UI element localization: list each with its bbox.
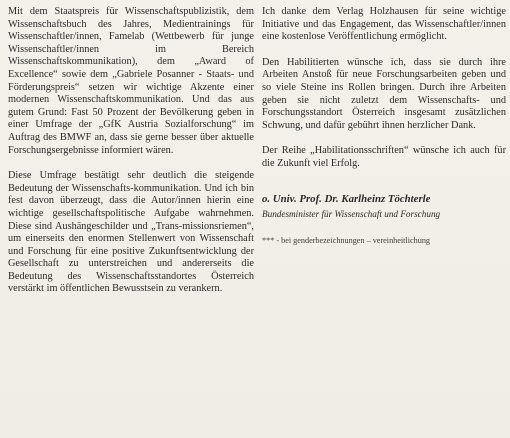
left-paragraph-2: Diese Umfrage bestätigt sehr deutlich die steigende Bedeutung der Wissenschafts-kommunikation. Und ich bin fest davon überzeugt, dass die Autor/innen hierin eine wichtige gesellschaftspolitische Aufgabe wahrnehmen. Diese sind Aushängeschilder und „Trans-missionsriemen“, um einerseits den enormen Stellenwert von Wissenschaft und Forschung für eine positive Zukunftsentwicklung der Gesellschaft zu unterstreichen und andererseits die Bedeutung des Wissenschaftsstandortes Österreich verstärkt im öffentlichen Bewusstsein zu verankern. xyxy=(8,170,254,295)
signature-name: o. Univ. Prof. Dr. Karlheinz Töchterle xyxy=(262,192,431,205)
left-paragraph-1: Mit dem Staatspreis für Wissenschaftspublizistik, dem Wissenschaftsbuch des Jahres, Medientrainings für Wissenschaftler/innen, Famelab (Wettbewerb für junge Wissenschaftler/innen im Bereich Wissenschaftskommunikation), dem „Award of Excellence“ sowie dem „Gabriele Posanner - Staats- und Förderungspreis“ setzen wir wichtige Akzente einer modernen Wissenschaftskommunikation. Und das aus gutem Grund: Fast 50 Prozent der Bevölkerung geben in einer Umfrage der „GfK Austria Sozialforschung“ im Auftrag des BMWF an, dass sie gerne besser über aktuelle Forschungsergebnisse informiert wären. xyxy=(8,6,254,156)
signature-role: Bundesminister für Wissenschaft und Forschung xyxy=(262,209,441,220)
right-paragraph-1: Ich danke dem Verlag Holzhausen für seine wichtige Initiative und das Engagement, das Wissenschaftler/innen eine kostenlose Veröffentlichung ermöglicht. xyxy=(262,6,506,43)
footnote: *** - bei genderbezeichnungen – vereinheitlichung xyxy=(262,235,431,245)
right-paragraph-2: Den Habilitierten wünsche ich, dass sie durch ihre Arbeiten Anstoß für neue Forschungsarbeiten geben und so viele Steine ins Rollen bringen. Durch ihre Arbeiten geben sie nicht zuletzt dem Wissenschafts- und Forschungsstandort Österreich insgesamt zusätzlichen Schwung, und dafür gebührt ihnen herzlicher Dank. xyxy=(262,56,506,131)
left-column xyxy=(8,6,254,309)
right-paragraph-3: Der Reihe „Habilitationsschriften“ wünsche ich auch für die Zukunft viel Erfolg. xyxy=(262,145,506,169)
right-column xyxy=(262,6,506,260)
